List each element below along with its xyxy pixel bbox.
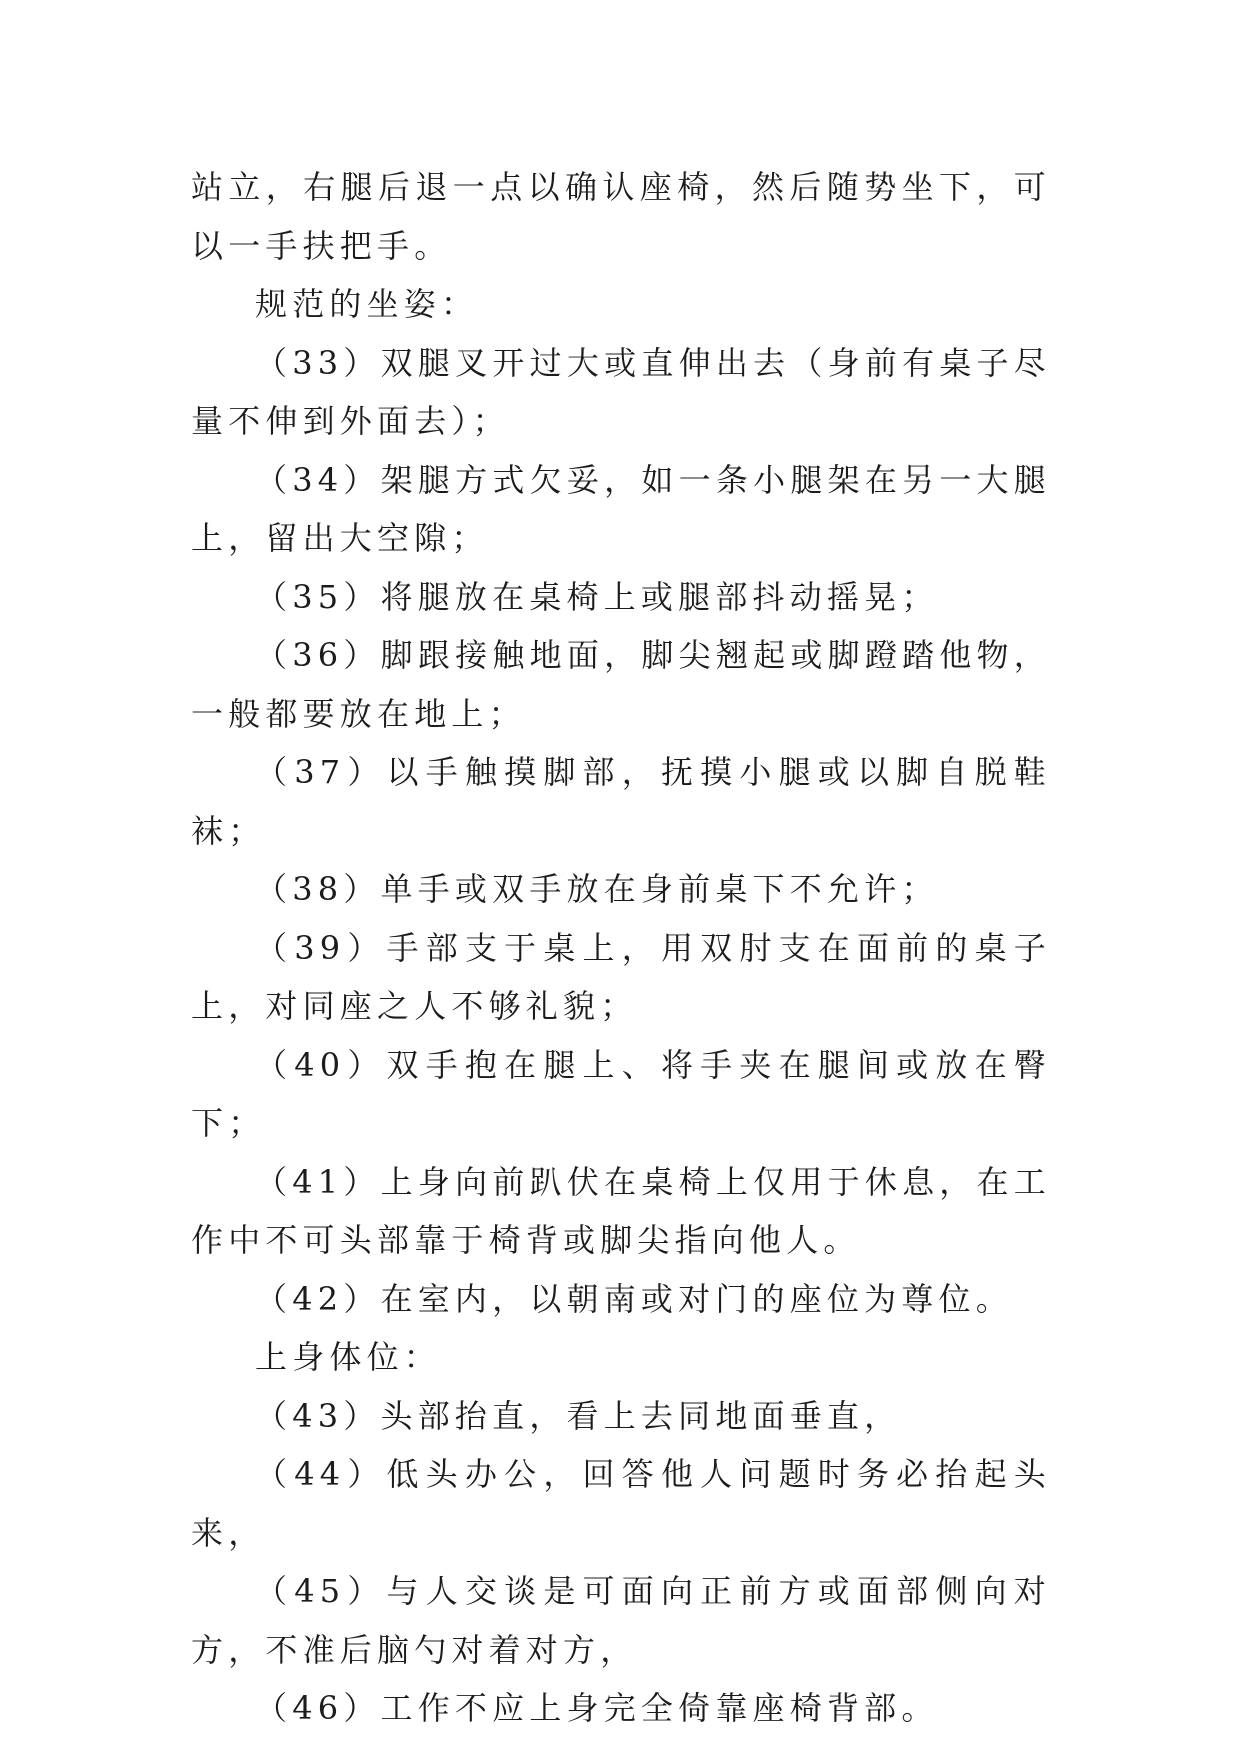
paragraph-continuation: 站立，右腿后退一点以确认座椅，然后随势坐下，可以一手扶把手。	[191, 168, 1051, 265]
section-heading-upper-body: 上身体位：	[255, 1338, 442, 1376]
document-body	[191, 158, 1051, 1738]
list-item-38: （38）单手或双手放在身前桌下不允许；	[255, 870, 939, 908]
section-heading-sitting-posture: 规范的坐姿：	[255, 285, 479, 323]
list-item-35: （35）将腿放在桌椅上或腿部抖动摇晃；	[255, 577, 939, 616]
list-item-34: （34）架腿方式欠妥，如一条小腿架在另一大腿上，留出大空隙；	[191, 460, 1051, 557]
list-item-36: （36）脚跟接触地面，脚尖翘起或脚蹬踏他物，一般都要放在地上；	[191, 636, 1051, 733]
list-item-45: （45）与人交谈是可面向正前方或面部侧向对方，不准后脑勺对着对方，	[191, 1572, 1051, 1669]
list-item-33: （33）双腿叉开过大或直伸出去（身前有桌子尽量不伸到外面去）；	[191, 343, 1051, 440]
list-item-44: （44）低头办公，回答他人问题时务必抬起头来，	[191, 1455, 1051, 1552]
list-item-41: （41）上身向前趴伏在桌椅上仅用于休息，在工作中不可头部靠于椅背或脚尖指向他人。	[191, 1162, 1051, 1259]
list-item-43: （43）头部抬直，看上去同地面垂直，	[255, 1396, 902, 1435]
list-item-42: （42）在室内，以朝南或对门的座位为尊位。	[255, 1279, 1013, 1318]
list-item-37: （37）以手触摸脚部，抚摸小腿或以脚自脱鞋袜；	[191, 753, 1051, 850]
list-item-39: （39）手部支于桌上，用双肘支在面前的桌子上，对同座之人不够礼貌；	[191, 928, 1051, 1025]
list-item-40: （40）双手抱在腿上、将手夹在腿间或放在臀下；	[191, 1045, 1051, 1142]
list-item-46: （46）工作不应上身完全倚靠座椅背部。	[255, 1689, 939, 1727]
